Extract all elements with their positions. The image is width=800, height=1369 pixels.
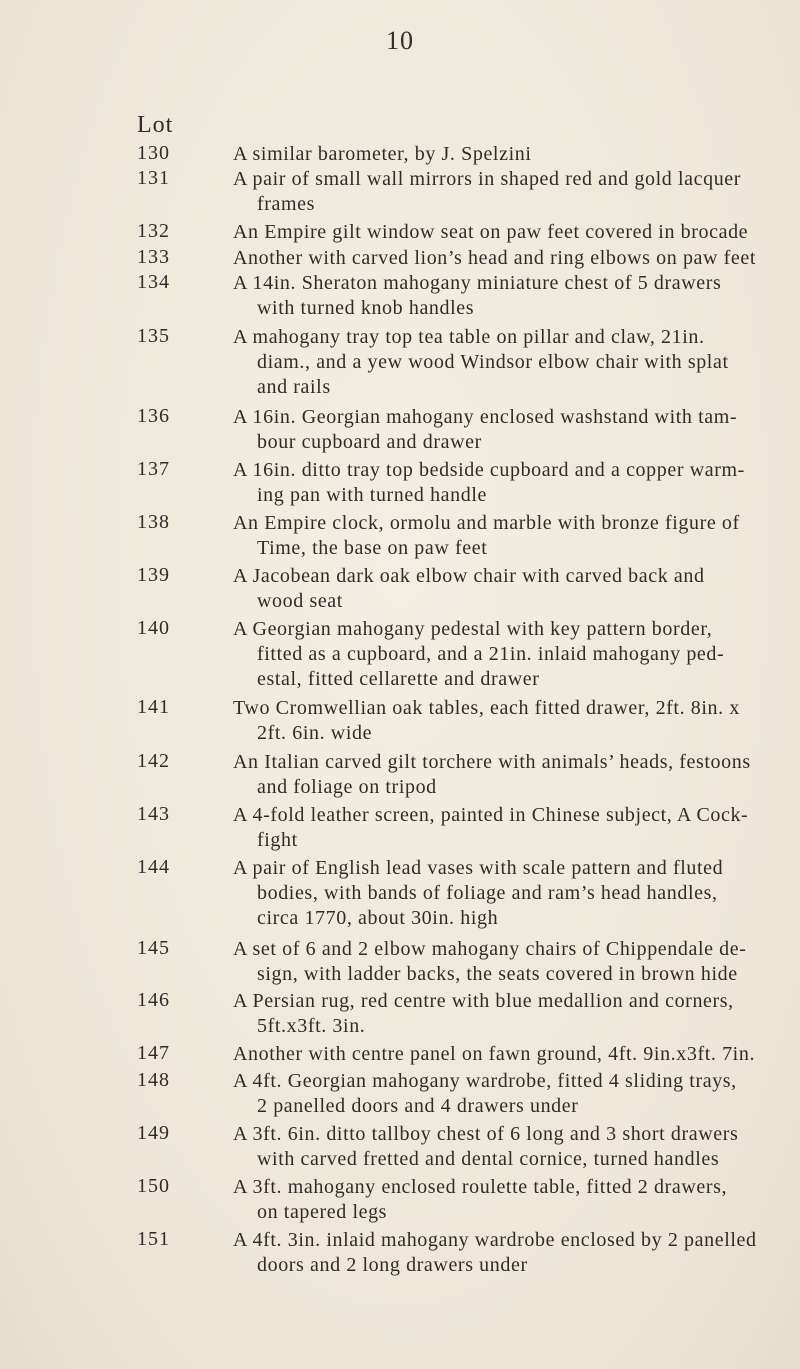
lot-description-line: A 14in. Sheraton mahogany miniature chest of 5 drawers [233, 272, 722, 294]
lot-number: 138 [137, 511, 170, 533]
lot-number: 148 [137, 1069, 170, 1091]
lot-description-line: estal, fitted cellarette and drawer [257, 668, 540, 690]
lot-description [233, 696, 785, 746]
lot-description-line: A set of 6 and 2 elbow mahogany chairs of Chippendale de- [233, 938, 747, 960]
lot-number: 149 [137, 1122, 170, 1144]
lot-description-line: A 3ft. 6in. ditto tallboy chest of 6 long and 3 short drawers [233, 1123, 739, 1145]
lot-description-line: An Empire clock, ormolu and marble with bronze figure of [233, 512, 740, 534]
lot-description-line: 2ft. 6in. wide [257, 722, 373, 744]
lot-number: 140 [137, 617, 170, 639]
lot-number: 131 [137, 167, 170, 189]
page-number: 10 [386, 26, 414, 55]
lot-description-line: 2 panelled doors and 4 drawers under [257, 1095, 579, 1117]
lot-number: 151 [137, 1228, 170, 1250]
lot-number: 134 [137, 271, 170, 293]
lot-description [233, 617, 785, 692]
lot-description [233, 750, 785, 800]
lot-description-line: circa 1770, about 30in. high [257, 907, 499, 929]
lot-description-line: A 3ft. mahogany enclosed roulette table, fitted 2 drawers, [233, 1176, 728, 1198]
lot-description-line: A 4ft. 3in. inlaid mahogany wardrobe enclosed by 2 panelled [233, 1229, 757, 1251]
lot-description-line: A 4ft. Georgian mahogany wardrobe, fitted 4 sliding trays, [233, 1070, 737, 1092]
lot-description [233, 1228, 785, 1278]
lot-description-line: doors and 2 long drawers under [257, 1254, 528, 1276]
lot-description [233, 1069, 785, 1119]
lot-description [233, 1175, 785, 1225]
lot-description-line: bodies, with bands of foliage and ram’s head handles, [257, 882, 718, 904]
lot-description [233, 1122, 785, 1172]
lot-number: 137 [137, 458, 170, 480]
lot-description-line: Another with centre panel on fawn ground, 4ft. 9in.x3ft. 7in. [233, 1043, 756, 1065]
lot-description [233, 405, 785, 455]
lot-description [233, 1042, 785, 1067]
lot-description-line: A Persian rug, red centre with blue medallion and corners, [233, 990, 734, 1012]
lot-description-line: ing pan with turned handle [257, 484, 487, 506]
lot-description [233, 458, 785, 508]
lot-description-line: and foliage on tripod [257, 776, 437, 798]
lot-description [233, 246, 785, 271]
lot-description-line: with carved fretted and dental cornice, turned handles [257, 1148, 720, 1170]
lot-number: 139 [137, 564, 170, 586]
lot-description-line: A similar barometer, by J. Spelzini [233, 143, 532, 165]
lot-description [233, 511, 785, 561]
lot-description [233, 989, 785, 1039]
lot-description [233, 803, 785, 853]
lot-description-line: Another with carved lion’s head and ring elbows on paw feet [233, 247, 757, 269]
lot-description-line: bour cupboard and drawer [257, 431, 482, 453]
lot-description-line: Two Cromwellian oak tables, each fitted drawer, 2ft. 8in. x [233, 697, 740, 719]
lot-description-line: diam., and a yew wood Windsor elbow chair with splat [257, 351, 729, 373]
lot-description [233, 325, 785, 400]
lot-description [233, 142, 785, 167]
lot-number: 150 [137, 1175, 170, 1197]
lot-description-line: A pair of English lead vases with scale pattern and fluted [233, 857, 724, 879]
lot-description-line: A 16in. Georgian mahogany enclosed washstand with tam- [233, 406, 738, 428]
lot-description [233, 220, 785, 245]
lot-number: 147 [137, 1042, 170, 1064]
lot-number: 145 [137, 937, 170, 959]
lot-description [233, 167, 785, 217]
lot-number: 141 [137, 696, 170, 718]
lot-number: 136 [137, 405, 170, 427]
lot-description-line: A Georgian mahogany pedestal with key pattern border, [233, 618, 713, 640]
lot-description-line: A 4-fold leather screen, painted in Chinese subject, A Cock- [233, 804, 749, 826]
lot-description-line: sign, with ladder backs, the seats covered in brown hide [257, 963, 738, 985]
lot-description-line: fight [257, 829, 298, 851]
lot-description-line: and rails [257, 376, 331, 398]
lot-description-line: wood seat [257, 590, 343, 612]
lot-description-line: An Italian carved gilt torchere with animals’ heads, festoons [233, 751, 751, 773]
lot-description-line: on tapered legs [257, 1201, 388, 1223]
lot-number: 144 [137, 856, 170, 878]
lot-description-line: A Jacobean dark oak elbow chair with carved back and [233, 565, 705, 587]
lot-description-line: A 16in. ditto tray top bedside cupboard and a copper warm- [233, 459, 745, 481]
lot-description-line: with turned knob handles [257, 297, 475, 319]
lot-description [233, 271, 785, 321]
lot-description-line: A mahogany tray top tea table on pillar and claw, 21in. [233, 326, 705, 348]
lot-number: 143 [137, 803, 170, 825]
lot-description-line: frames [257, 193, 316, 215]
lot-number: 146 [137, 989, 170, 1011]
lot-description [233, 937, 785, 987]
lot-description-line: A pair of small wall mirrors in shaped red and gold lacquer [233, 168, 742, 190]
lot-number: 135 [137, 325, 170, 347]
lot-column-header: Lot [137, 112, 174, 138]
lot-description-line: An Empire gilt window seat on paw feet covered in brocade [233, 221, 749, 243]
lot-description-line: fitted as a cupboard, and a 21in. inlaid mahogany ped- [257, 643, 725, 665]
lot-number: 132 [137, 220, 170, 242]
lot-description-line: Time, the base on paw feet [257, 537, 488, 559]
lot-number: 130 [137, 142, 170, 164]
lot-number: 133 [137, 246, 170, 268]
lot-number: 142 [137, 750, 170, 772]
lot-description [233, 856, 785, 931]
lot-description-line: 5ft.x3ft. 3in. [257, 1015, 366, 1037]
lot-description [233, 564, 785, 614]
